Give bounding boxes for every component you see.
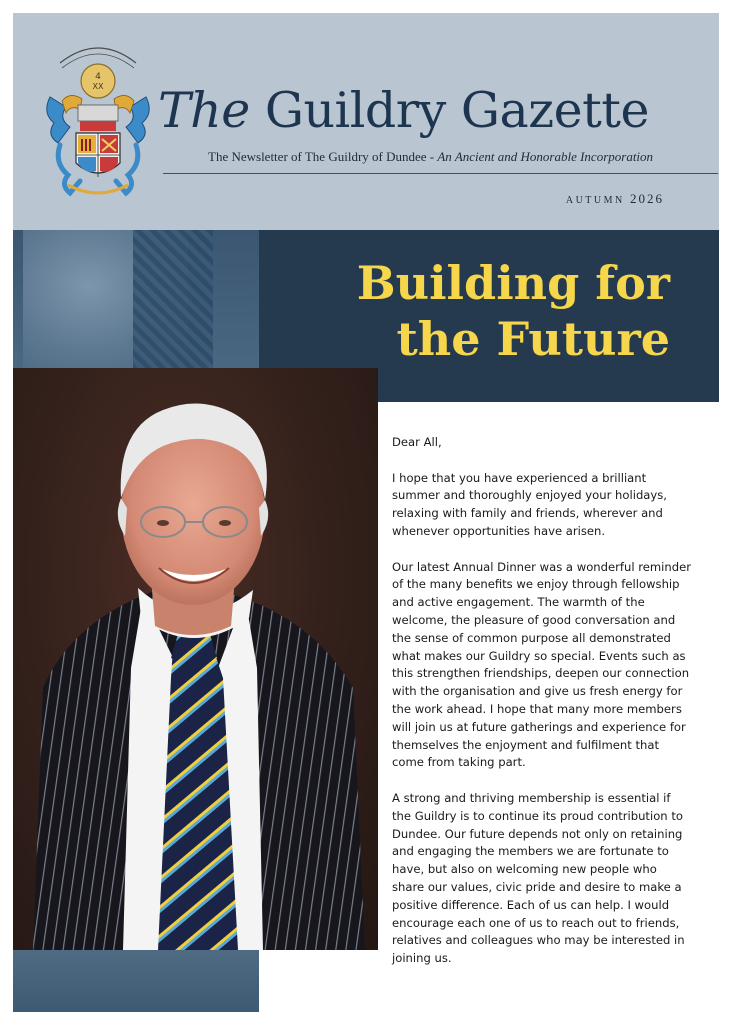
- svg-text:XX: XX: [92, 82, 104, 91]
- masthead: [13, 13, 719, 230]
- newsletter-title: [158, 81, 678, 141]
- portrait-photo: [13, 368, 378, 950]
- title-main: Guildry Gazette: [249, 82, 649, 139]
- issue-season: AUTUMN: [565, 195, 625, 206]
- svg-text:4: 4: [95, 72, 101, 82]
- letter-paragraph: I hope that you have experienced a brilliant summer and thoroughly enjoyed your holidays, relaxing with family and friends, wherever and whenever opportunities have arisen.: [392, 470, 667, 538]
- subtitle-italic: An Ancient and Honorable Incorporation: [437, 149, 654, 164]
- letter-salutation: Dear All,: [392, 435, 442, 449]
- portrait-illustration: [13, 368, 378, 950]
- background-lower: [13, 948, 259, 1012]
- newsletter-subtitle: [208, 149, 678, 165]
- title-prefix: The: [158, 82, 250, 139]
- letter-paragraph: Our latest Annual Dinner was a wonderful reminder of the many benefits we enjoy through fellowship and active engagement. The warmth of the welcome, the pleasure of good conversation and the sense of common purpose all demonstrated what makes our Guildry so special. Events such as this strengthen friendships, deepen our connection with the organisation and give us fresh energy for the work ahead. I hope that many more members will join us at future gatherings and experience for themselves the enjoyment and fulfilment that come from taking part.: [392, 559, 692, 770]
- background-tie: [133, 230, 213, 370]
- editorial-letter: [392, 434, 692, 986]
- subtitle-text: The Newsletter of The Guildry of Dundee -: [208, 149, 438, 164]
- issue-label: [566, 191, 664, 207]
- headline-line-2: the Future: [396, 312, 670, 366]
- guildry-crest-logo: [40, 35, 156, 207]
- issue-year: 2026: [630, 191, 664, 206]
- letter-paragraph: A strong and thriving membership is essential if the Guildry is to continue its proud contribution to Dundee. Our future depends not only on retaining and engaging the members we are fortunate to have, but also on welcoming new people who share our values, civic pride and desire to make a positive difference. Each of us can help. I would encourage each one of us to reach out to friends, relatives and colleagues who may be interested in joining us.: [392, 790, 685, 966]
- masthead-divider: [163, 173, 718, 174]
- headline-line-1: Building for: [356, 256, 670, 310]
- headline: [310, 255, 670, 367]
